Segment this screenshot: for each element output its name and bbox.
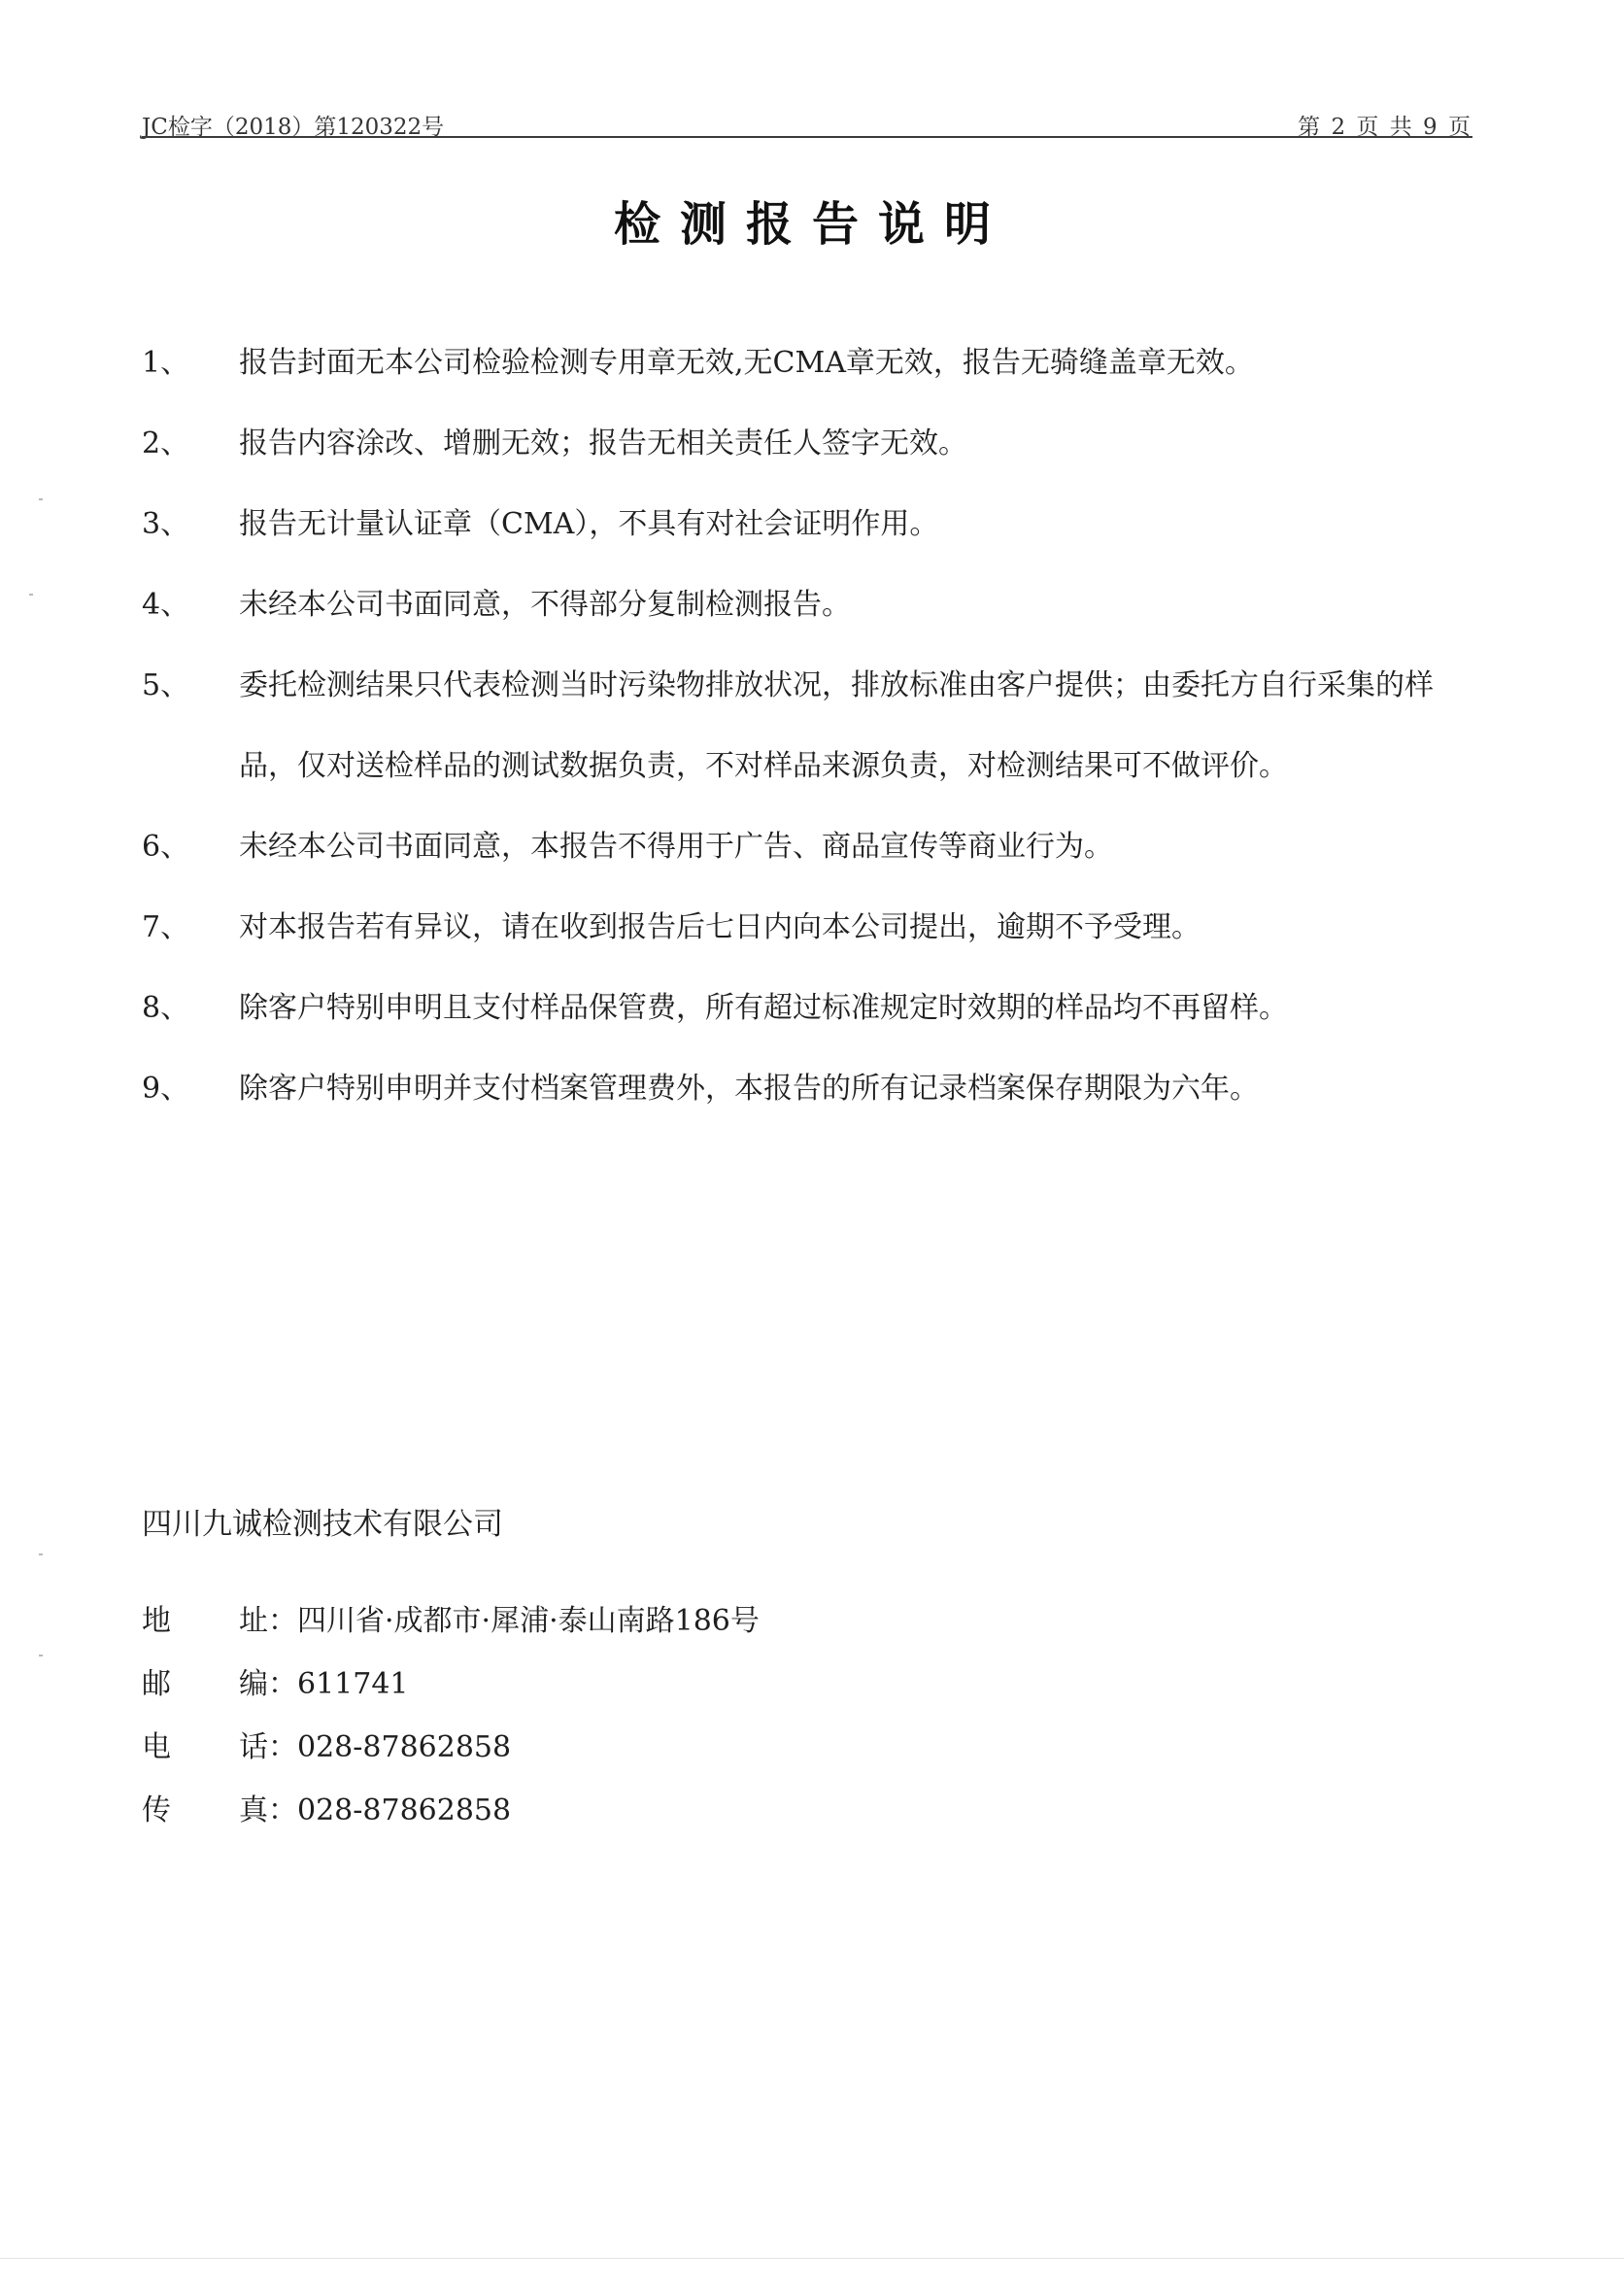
header-divider xyxy=(142,136,1472,138)
contact-fax xyxy=(142,1779,1016,1842)
contact-value: 028-87862858 xyxy=(297,1730,512,1764)
contact-info xyxy=(142,1589,1016,1842)
list-item xyxy=(142,887,1502,968)
item-number: 4、 xyxy=(142,588,190,622)
contact-postcode xyxy=(142,1653,1016,1716)
page-header xyxy=(142,109,1472,138)
item-text: 报告无计量认证章（CMA），不具有对社会证明作用。 xyxy=(239,507,939,541)
list-item xyxy=(142,484,1502,564)
list-item xyxy=(142,645,1502,806)
item-text: 报告内容涂改、增删无效；报告无相关责任人签字无效。 xyxy=(239,427,967,461)
page-indicator: 第 2 页 共 9 页 xyxy=(1298,115,1472,140)
item-number: 3、 xyxy=(142,507,190,541)
item-number: 5、 xyxy=(142,668,190,702)
scan-speck xyxy=(39,498,43,500)
item-text: 报告封面无本公司检验检测专用章无效,无CMA章无效，报告无骑缝盖章无效。 xyxy=(239,346,1254,380)
scan-speck xyxy=(39,1553,43,1555)
list-item xyxy=(142,323,1502,403)
item-number: 2、 xyxy=(142,427,190,461)
list-item xyxy=(142,1048,1502,1129)
contact-label-suffix: 编： xyxy=(239,1667,297,1701)
item-text: 委托检测结果只代表检测当时污染物排放状况，排放标准由客户提供；由委托方自行采集的样品，仅对送检样品的测试数据负责，不对样品来源负责，对检测结果可不做评价。 xyxy=(239,668,1434,783)
scan-bottom-edge xyxy=(0,2258,1624,2259)
contact-label: 地 xyxy=(142,1604,171,1638)
contact-label: 传 xyxy=(142,1793,171,1827)
contact-value: 四川省·成都市·犀浦·泰山南路186号 xyxy=(297,1604,760,1638)
scan-speck xyxy=(39,1655,43,1656)
list-item xyxy=(142,403,1502,484)
item-number: 6、 xyxy=(142,830,190,864)
document-number: JC检字（2018）第120322号 xyxy=(142,115,445,140)
contact-label: 邮 xyxy=(142,1667,171,1701)
item-text: 未经本公司书面同意，本报告不得用于广告、商品宣传等商业行为。 xyxy=(239,830,1113,864)
item-number: 7、 xyxy=(142,910,190,944)
contact-label: 电 xyxy=(142,1730,171,1764)
item-text: 对本报告若有异议，请在收到报告后七日内向本公司提出，逾期不予受理。 xyxy=(239,910,1201,944)
list-item xyxy=(142,968,1502,1048)
contact-phone xyxy=(142,1716,1016,1779)
item-text: 除客户特别申明并支付档案管理费外，本报告的所有记录档案保存期限为六年。 xyxy=(239,1072,1259,1106)
contact-label-suffix: 话： xyxy=(239,1730,297,1764)
contact-address xyxy=(142,1589,1016,1653)
company-name: 四川九诚检测技术有限公司 xyxy=(142,1507,503,1542)
item-number: 8、 xyxy=(142,991,190,1025)
list-item xyxy=(142,806,1502,887)
scan-speck xyxy=(29,594,33,596)
item-number: 1、 xyxy=(142,346,190,380)
notes-list xyxy=(142,323,1502,1129)
contact-label-suffix: 真： xyxy=(239,1793,297,1827)
page-title: 检测报告说明 xyxy=(613,197,1010,252)
item-text: 除客户特别申明且支付样品保管费，所有超过标准规定时效期的样品均不再留样。 xyxy=(239,991,1288,1025)
contact-label-suffix: 址： xyxy=(239,1604,297,1638)
contact-value: 611741 xyxy=(297,1667,409,1701)
item-number: 9、 xyxy=(142,1072,190,1106)
list-item xyxy=(142,564,1502,645)
item-text: 未经本公司书面同意，不得部分复制检测报告。 xyxy=(239,588,851,622)
contact-value: 028-87862858 xyxy=(297,1793,512,1827)
